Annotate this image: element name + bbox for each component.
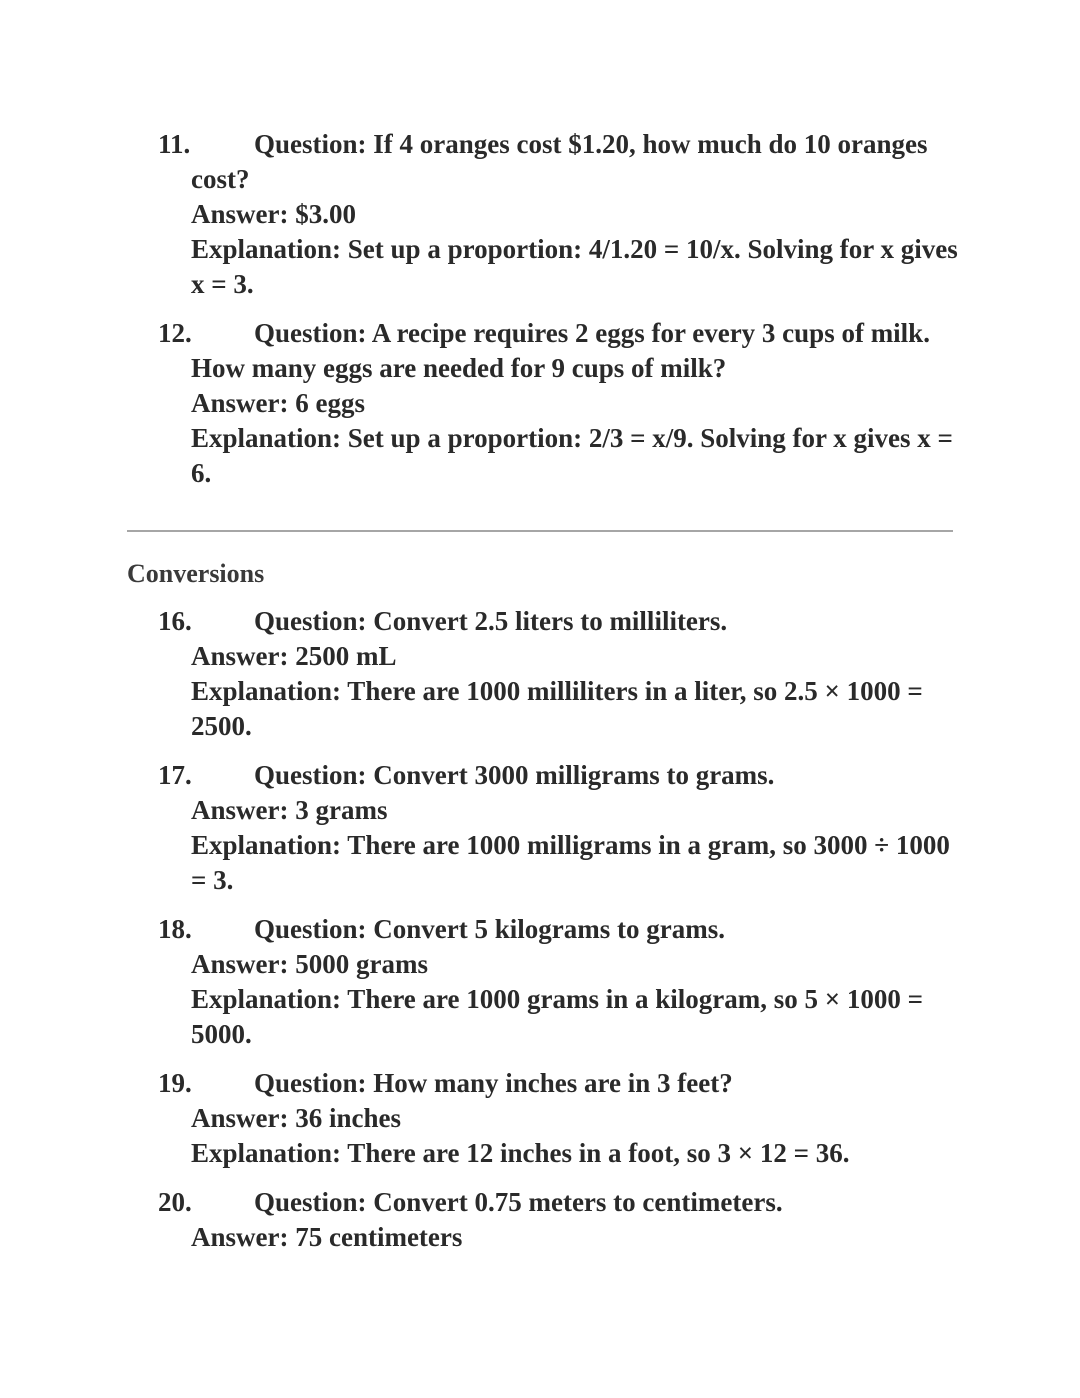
- proportion-questions-list: [158, 127, 958, 491]
- explanation-text: Explanation: Set up a proportion: 4/1.20 = 10/x. Solving for x gives x = 3.: [191, 234, 958, 299]
- horizontal-divider: [127, 530, 953, 532]
- answer-text: Answer: $3.00: [191, 199, 356, 229]
- question-text: Question: If 4 oranges cost $1.20, how much do 10 oranges cost?: [191, 129, 928, 194]
- question-line: [158, 604, 958, 639]
- question-item-17: [158, 758, 958, 898]
- question-number: 18.: [158, 914, 192, 944]
- question-number: 19.: [158, 1068, 192, 1098]
- question-text: Question: How many inches are in 3 feet?: [254, 1068, 733, 1098]
- explanation-text: Explanation: Set up a proportion: 2/3 = x/9. Solving for x gives x = 6.: [191, 423, 953, 488]
- answer-text: Answer: 2500 mL: [191, 641, 397, 671]
- conversion-questions-list: [158, 604, 958, 1255]
- question-text: Question: Convert 3000 milligrams to grams.: [254, 760, 775, 790]
- question-text: Question: Convert 2.5 liters to milliliters.: [254, 606, 728, 636]
- question-text: Question: Convert 5 kilograms to grams.: [254, 914, 725, 944]
- answer-text: Answer: 3 grams: [191, 795, 388, 825]
- question-line: [158, 316, 958, 386]
- question-text: Question: A recipe requires 2 eggs for every 3 cups of milk. How many eggs are needed for 9 cups of milk?: [191, 318, 930, 383]
- answer-text: Answer: 6 eggs: [191, 388, 365, 418]
- question-text: Question: Convert 0.75 meters to centimeters.: [254, 1187, 783, 1217]
- answer-text: Answer: 75 centimeters: [191, 1222, 463, 1252]
- section-title: Conversions: [127, 559, 265, 588]
- question-number: 12.: [158, 318, 192, 348]
- question-line: [158, 758, 958, 793]
- question-line: [158, 127, 958, 197]
- question-item-11: [158, 127, 958, 302]
- question-item-19: [158, 1066, 958, 1171]
- question-number: 16.: [158, 606, 192, 636]
- explanation-text: Explanation: There are 1000 milligrams in a gram, so 3000 ÷ 1000 = 3.: [191, 830, 950, 895]
- question-line: [158, 1185, 958, 1220]
- question-item-20: [158, 1185, 958, 1255]
- question-number: 17.: [158, 760, 192, 790]
- question-line: [158, 912, 958, 947]
- question-item-12: [158, 316, 958, 491]
- question-item-16: [158, 604, 958, 744]
- explanation-text: Explanation: There are 1000 milliliters in a liter, so 2.5 × 1000 = 2500.: [191, 676, 923, 741]
- question-number: 20.: [158, 1187, 192, 1217]
- question-item-18: [158, 912, 958, 1052]
- explanation-text: Explanation: There are 12 inches in a foot, so 3 × 12 = 36.: [191, 1138, 850, 1168]
- explanation-text: Explanation: There are 1000 grams in a kilogram, so 5 × 1000 = 5000.: [191, 984, 924, 1049]
- question-line: [158, 1066, 958, 1101]
- answer-text: Answer: 5000 grams: [191, 949, 428, 979]
- question-number: 11.: [158, 129, 191, 159]
- answer-text: Answer: 36 inches: [191, 1103, 401, 1133]
